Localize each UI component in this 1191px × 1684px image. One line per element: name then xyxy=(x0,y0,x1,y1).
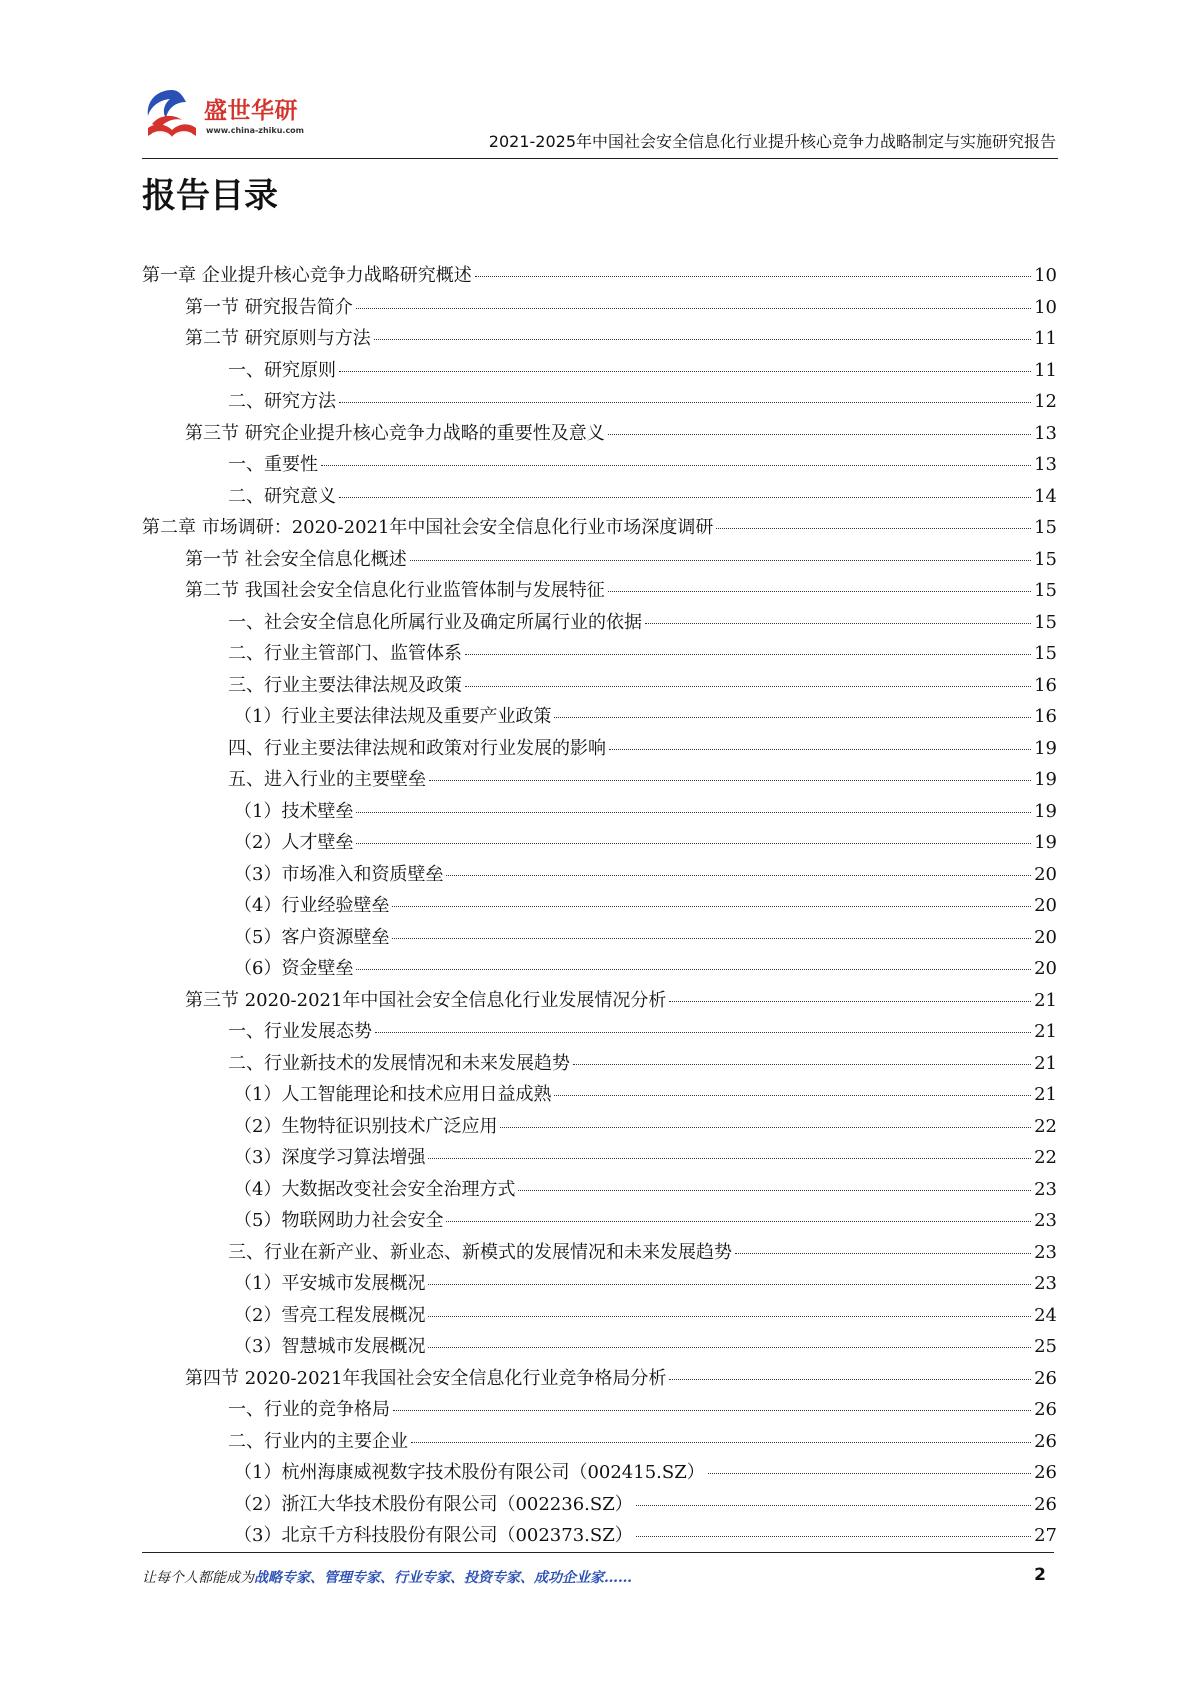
toc-entry[interactable] xyxy=(142,1395,1057,1427)
toc-entry[interactable] xyxy=(142,545,1057,577)
toc-entry-label: （2）雪亮工程发展概况 xyxy=(234,1304,426,1326)
toc-entry-label: （4）大数据改变社会安全治理方式 xyxy=(234,1178,516,1200)
toc-entry[interactable] xyxy=(142,324,1057,356)
toc-entry[interactable] xyxy=(142,639,1057,671)
toc-entry-page: 11 xyxy=(1034,328,1057,349)
toc-entry-page: 23 xyxy=(1034,1178,1057,1200)
toc-leader-dots xyxy=(554,717,1031,718)
toc-entry[interactable] xyxy=(142,828,1057,860)
toc-leader-dots xyxy=(669,1379,1031,1380)
toc-entry-label: 三、行业在新产业、新业态、新模式的发展情况和未来发展趋势 xyxy=(228,1241,732,1263)
toc-leader-dots xyxy=(356,843,1031,844)
toc-leader-dots xyxy=(411,1442,1031,1443)
toc-entry-page: 15 xyxy=(1034,643,1057,664)
toc-entry-page: 26 xyxy=(1034,1493,1057,1515)
toc-entry[interactable] xyxy=(142,671,1057,703)
toc-leader-dots xyxy=(428,1347,1031,1348)
toc-leader-dots xyxy=(428,1284,1031,1285)
toc-entry[interactable] xyxy=(142,954,1057,986)
toc-entry[interactable] xyxy=(142,1332,1057,1364)
logo-text: 盛世华研 xyxy=(204,98,298,124)
toc-entry-page: 23 xyxy=(1034,1241,1057,1263)
toc-entry-label: 一、行业的竞争格局 xyxy=(228,1399,390,1420)
toc-entry-page: 19 xyxy=(1034,800,1057,822)
toc-entry-label: （1）平安城市发展概况 xyxy=(234,1273,426,1294)
toc-leader-dots xyxy=(645,623,1031,624)
toc-leader-dots xyxy=(716,528,1031,529)
toc-leader-dots xyxy=(339,371,1031,372)
page-header xyxy=(142,78,1058,159)
toc-entry-label: 四、行业主要法律法规和政策对行业发展的影响 xyxy=(228,737,606,759)
toc-entry-page: 19 xyxy=(1034,769,1057,790)
toc-leader-dots xyxy=(554,1095,1031,1096)
toc-entry-label: （3）北京千方科技股份有限公司（002373.SZ） xyxy=(234,1525,633,1546)
toc-entry-label: 第二节 我国社会安全信息化行业监管体制与发展特征 xyxy=(185,580,605,601)
toc-leader-dots xyxy=(374,339,1031,340)
toc-entry-label: （6）资金壁垒 xyxy=(234,958,354,979)
toc-entry-page: 10 xyxy=(1034,296,1057,318)
toc-entry-label: 第三节 研究企业提升核心竞争力战略的重要性及意义 xyxy=(185,422,605,444)
toc-entry-page: 26 xyxy=(1034,1367,1057,1389)
toc-leader-dots xyxy=(410,560,1031,561)
footer-prefix: 让每个人都能成为 xyxy=(142,1570,254,1586)
toc-leader-dots xyxy=(608,591,1031,592)
page-number: 2 xyxy=(1034,1565,1046,1585)
toc-leader-dots xyxy=(339,402,1031,403)
toc-entry[interactable] xyxy=(142,419,1057,451)
toc-leader-dots xyxy=(465,686,1031,687)
toc-leader-dots xyxy=(321,465,1031,466)
toc-entry-page: 11 xyxy=(1034,359,1057,381)
toc-entry[interactable] xyxy=(142,1080,1057,1112)
toc-entry-label: （4）行业经验壁垒 xyxy=(234,895,390,916)
toc-entry-label: （5）物联网助力社会安全 xyxy=(234,1210,444,1231)
toc-leader-dots xyxy=(428,1158,1031,1159)
toc-entry-label: 一、行业发展态势 xyxy=(228,1021,372,1042)
toc-entry[interactable] xyxy=(142,891,1057,923)
toc-entry[interactable] xyxy=(142,608,1057,640)
toc-entry-page: 21 xyxy=(1034,1052,1057,1074)
toc-entry-page: 19 xyxy=(1034,737,1057,759)
toc-entry-page: 10 xyxy=(1034,265,1057,286)
toc-entry[interactable] xyxy=(142,576,1057,608)
toc-entry-label: 第二章 市场调研：2020-2021年中国社会安全信息化行业市场深度调研 xyxy=(142,517,714,538)
toc-entry-label: 一、研究原则 xyxy=(228,359,336,381)
toc-leader-dots xyxy=(465,654,1031,655)
toc-entry[interactable] xyxy=(142,765,1057,797)
toc-entry-label: 第四节 2020-2021年我国社会安全信息化行业竞争格局分析 xyxy=(185,1367,667,1389)
logo-emblem-icon xyxy=(142,84,202,146)
logo-url: www.china-zhiku.com xyxy=(206,126,305,135)
toc-entry[interactable] xyxy=(142,1490,1057,1522)
toc-entry-label: 二、行业新技术的发展情况和未来发展趋势 xyxy=(228,1052,570,1074)
toc-entry-page: 14 xyxy=(1034,485,1057,507)
toc-entry-page: 13 xyxy=(1034,454,1057,475)
toc-entry-label: 第一节 研究报告简介 xyxy=(185,296,353,318)
toc-entry-label: 二、研究意义 xyxy=(228,485,336,507)
toc-leader-dots xyxy=(708,1473,1031,1474)
toc-entry[interactable] xyxy=(142,986,1057,1018)
toc-entry-page: 26 xyxy=(1034,1430,1057,1452)
toc-entry[interactable] xyxy=(142,1017,1057,1049)
page-footer xyxy=(142,1552,1054,1593)
toc-entry-page: 23 xyxy=(1034,1273,1057,1294)
toc-entry-label: （3）深度学习算法增强 xyxy=(234,1147,426,1168)
toc-entry[interactable] xyxy=(142,482,1057,514)
toc-entry-page: 20 xyxy=(1034,895,1057,916)
toc-entry-page: 25 xyxy=(1034,1336,1057,1357)
toc-entry[interactable] xyxy=(142,860,1057,892)
toc-leader-dots xyxy=(735,1253,1031,1254)
toc-leader-dots xyxy=(609,749,1031,750)
toc-leader-dots xyxy=(573,1064,1031,1065)
toc-leader-dots xyxy=(375,1032,1031,1033)
toc-entry[interactable] xyxy=(142,387,1057,419)
company-logo xyxy=(142,84,312,150)
toc-entry[interactable] xyxy=(142,734,1057,766)
toc-entry-page: 20 xyxy=(1034,863,1057,885)
toc-entry[interactable] xyxy=(142,1458,1057,1490)
toc-leader-dots xyxy=(356,812,1031,813)
toc-entry[interactable] xyxy=(142,797,1057,829)
toc-entry[interactable] xyxy=(142,1269,1057,1301)
toc-entry-label: （1）杭州海康威视数字技术股份有限公司（002415.SZ） xyxy=(234,1462,705,1483)
toc-leader-dots xyxy=(636,1505,1031,1506)
toc-entry-label: 一、社会安全信息化所属行业及确定所属行业的依据 xyxy=(228,611,642,633)
table-of-contents xyxy=(142,261,1057,1553)
toc-entry[interactable] xyxy=(142,702,1057,734)
toc-entry-page: 19 xyxy=(1034,832,1057,853)
toc-entry[interactable] xyxy=(142,1238,1057,1270)
toc-entry-page: 15 xyxy=(1034,548,1057,570)
toc-entry-label: （5）客户资源壁垒 xyxy=(234,926,390,948)
toc-leader-dots xyxy=(393,1410,1031,1411)
toc-entry-page: 22 xyxy=(1034,1147,1057,1168)
toc-entry[interactable] xyxy=(142,1521,1057,1553)
toc-entry-label: 一、重要性 xyxy=(228,454,318,475)
toc-leader-dots xyxy=(392,906,1031,907)
toc-entry-label: 二、行业主管部门、监管体系 xyxy=(228,643,462,664)
toc-leader-dots xyxy=(636,1536,1031,1537)
toc-leader-dots xyxy=(356,969,1031,970)
toc-leader-dots xyxy=(429,780,1031,781)
toc-entry[interactable] xyxy=(142,1206,1057,1238)
toc-entry[interactable] xyxy=(142,1301,1057,1333)
toc-entry-page: 15 xyxy=(1034,517,1057,538)
toc-entry[interactable] xyxy=(142,1112,1057,1144)
toc-entry-label: （1）行业主要法律法规及重要产业政策 xyxy=(234,706,552,727)
toc-entry-label: 二、研究方法 xyxy=(228,391,336,412)
toc-entry-page: 16 xyxy=(1034,706,1057,727)
toc-entry-page: 26 xyxy=(1034,1399,1057,1420)
toc-leader-dots xyxy=(446,875,1031,876)
toc-entry-label: （3）智慧城市发展概况 xyxy=(234,1336,426,1357)
footer-slogan xyxy=(142,1567,632,1587)
toc-entry-page: 23 xyxy=(1034,1210,1057,1231)
toc-entry-label: 三、行业主要法律法规及政策 xyxy=(228,674,462,696)
toc-entry-label: （2）浙江大华技术股份有限公司（002236.SZ） xyxy=(234,1493,633,1515)
toc-entry[interactable] xyxy=(142,1364,1057,1396)
toc-entry-page: 13 xyxy=(1034,422,1057,444)
toc-entry-page: 16 xyxy=(1034,674,1057,696)
toc-entry[interactable] xyxy=(142,356,1057,388)
toc-entry-page: 12 xyxy=(1034,391,1057,412)
toc-entry-label: （1）技术壁垒 xyxy=(234,800,354,822)
report-title: 2021-2025年中国社会安全信息化行业提升核心竞争力战略制定与实施研究报告 xyxy=(488,132,1056,151)
toc-entry-page: 15 xyxy=(1034,611,1057,633)
toc-entry-label: （2）人才壁垒 xyxy=(234,832,354,853)
toc-entry-page: 21 xyxy=(1034,1021,1057,1042)
toc-entry-page: 26 xyxy=(1034,1462,1057,1483)
toc-leader-dots xyxy=(608,434,1031,435)
toc-leader-dots xyxy=(446,1221,1031,1222)
toc-entry-label: 第一节 社会安全信息化概述 xyxy=(185,548,407,570)
toc-entry-page: 22 xyxy=(1034,1115,1057,1137)
toc-entry-page: 20 xyxy=(1034,926,1057,948)
toc-entry[interactable] xyxy=(142,1143,1057,1175)
toc-entry[interactable] xyxy=(142,1427,1057,1459)
toc-entry-label: 二、行业内的主要企业 xyxy=(228,1430,408,1452)
toc-entry-label: 第一章 企业提升核心竞争力战略研究概述 xyxy=(142,265,472,286)
toc-entry-page: 24 xyxy=(1034,1304,1057,1326)
toc-entry[interactable] xyxy=(142,923,1057,955)
toc-entry[interactable] xyxy=(142,261,1057,293)
toc-entry-page: 20 xyxy=(1034,958,1057,979)
page-title: 报告目录 xyxy=(142,176,278,216)
toc-leader-dots xyxy=(339,497,1031,498)
toc-entry-label: 第二节 研究原则与方法 xyxy=(185,328,371,349)
toc-entry-page: 15 xyxy=(1034,580,1057,601)
toc-entry[interactable] xyxy=(142,1175,1057,1207)
toc-entry[interactable] xyxy=(142,513,1057,545)
footer-emphasis: 战略专家、管理专家、行业专家、投资专家、成功企业家…… xyxy=(254,1570,632,1586)
toc-leader-dots xyxy=(669,1001,1031,1002)
toc-entry-label: （1）人工智能理论和技术应用日益成熟 xyxy=(234,1084,552,1105)
toc-entry[interactable] xyxy=(142,450,1057,482)
toc-entry-label: （2）生物特征识别技术广泛应用 xyxy=(234,1115,498,1137)
toc-entry-label: 第三节 2020-2021年中国社会安全信息化行业发展情况分析 xyxy=(185,989,667,1011)
toc-entry-page: 21 xyxy=(1034,989,1057,1011)
toc-entry[interactable] xyxy=(142,293,1057,325)
toc-entry-page: 27 xyxy=(1034,1525,1057,1546)
toc-leader-dots xyxy=(475,276,1031,277)
toc-leader-dots xyxy=(356,308,1031,309)
toc-leader-dots xyxy=(518,1190,1031,1191)
toc-entry-page: 21 xyxy=(1034,1084,1057,1105)
toc-entry[interactable] xyxy=(142,1049,1057,1081)
toc-entry-label: （3）市场准入和资质壁垒 xyxy=(234,863,444,885)
toc-entry-label: 五、进入行业的主要壁垒 xyxy=(228,769,426,790)
toc-leader-dots xyxy=(428,1316,1031,1317)
toc-leader-dots xyxy=(500,1127,1031,1128)
toc-leader-dots xyxy=(392,938,1031,939)
